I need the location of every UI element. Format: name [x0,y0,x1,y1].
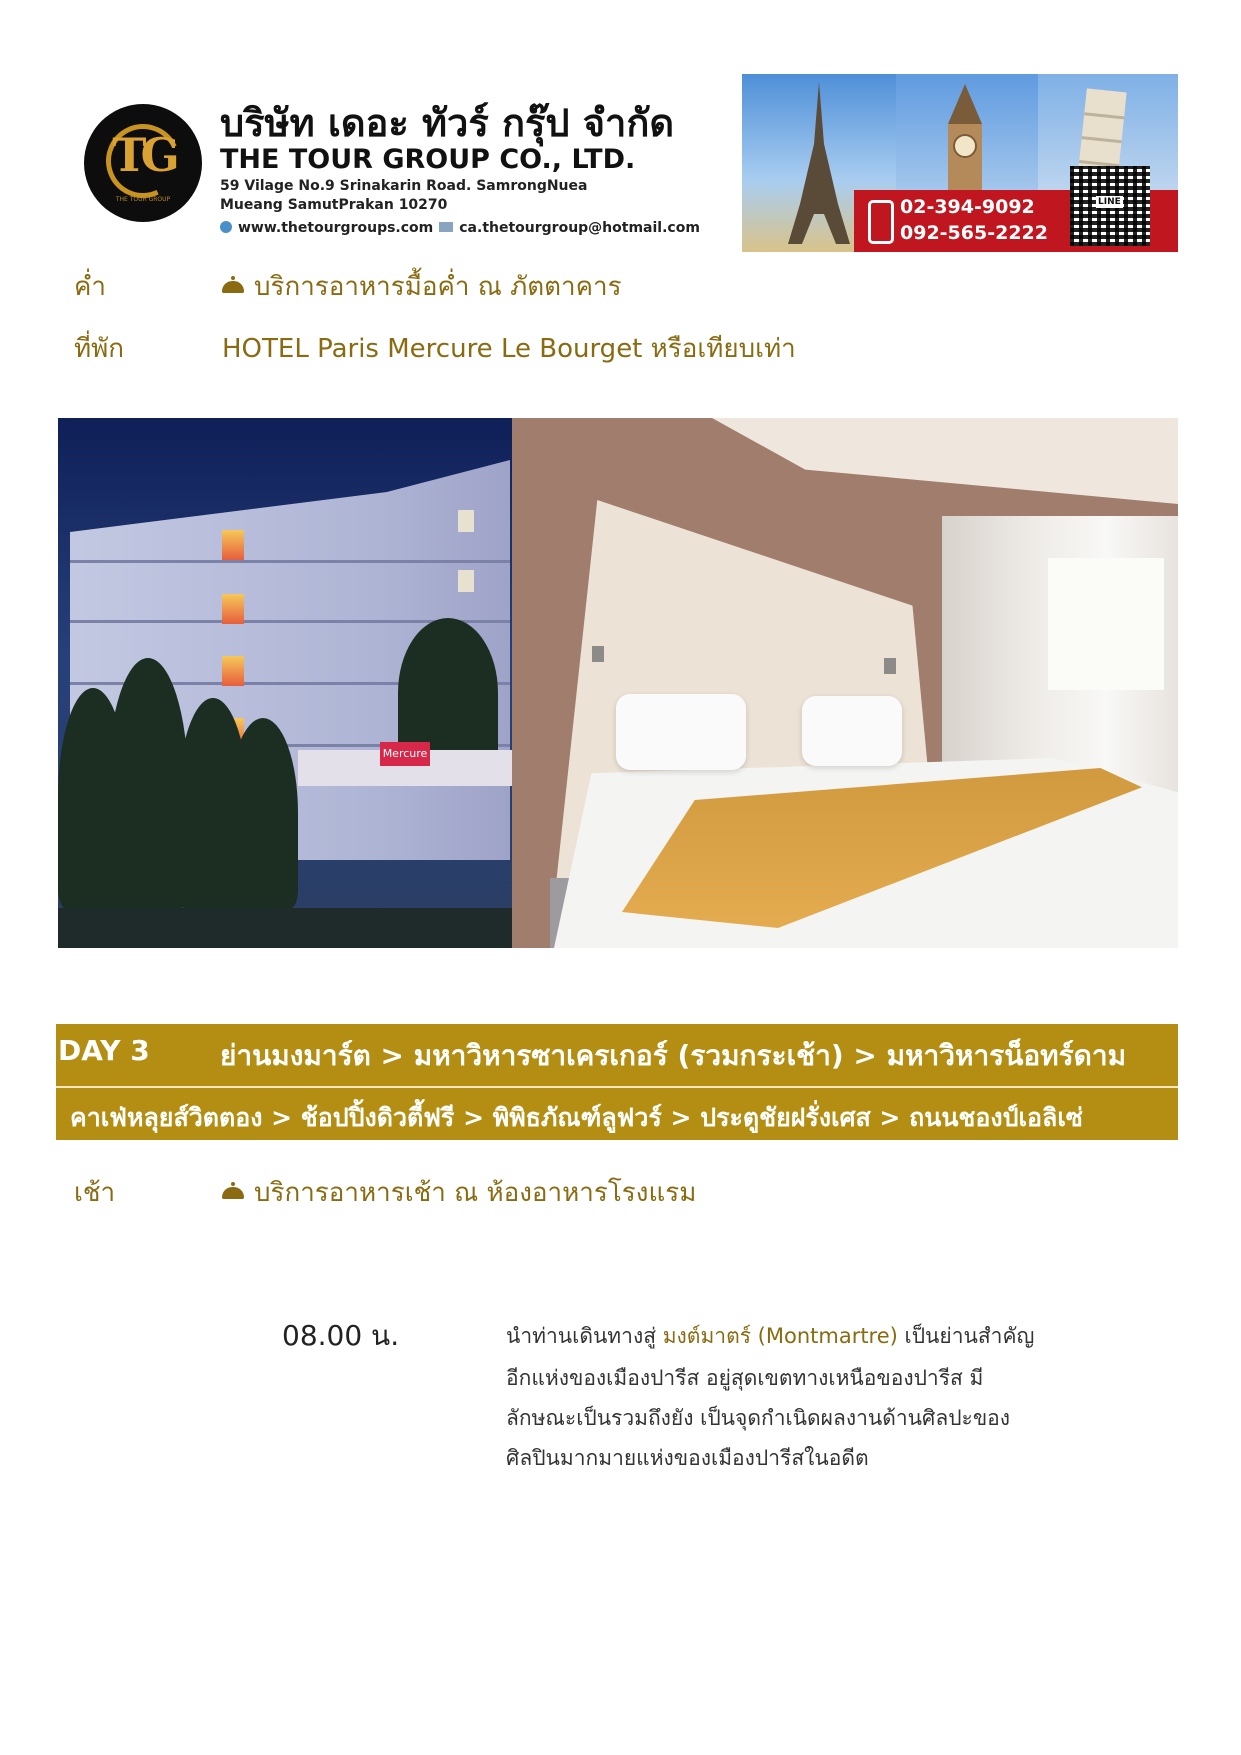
schedule-line-3: ลักษณะเป็นรวมถึงยัง เป็นจุดกำเนิดผลงานด้านศิลปะของ [506,1406,1011,1430]
company-name-thai: บริษัท เดอะ ทัวร์ กรุ๊ป จำกัด [220,101,675,145]
schedule-line-1 [506,1320,1034,1353]
day-route-line-1: ย่านมงมาร์ต > มหาวิหารซาเครเกอร์ (รวมกระเช้า) > มหาวิหารน็อทร์ดาม [220,1039,1127,1072]
hotel-text: HOTEL Paris Mercure Le Bourget หรือเทียบเท่า [222,334,796,364]
hotel-driveway [58,908,512,948]
schedule-line-1-start: นำท่านเดินทางสู่ [506,1324,663,1348]
address-line-1: 59 Vilage No.9 Srinakarin Road. SamrongNuea [220,178,588,194]
pillow [802,696,902,766]
address-line-2: Mueang SamutPrakan 10270 [220,197,448,213]
schedule-time: 08.00 น. [282,1319,400,1352]
email-icon [439,222,453,232]
logo-caption: THE TOUR GROUP [115,196,171,203]
hotel-room-photo [512,418,1178,948]
breakfast-text: บริการอาหารเช้า ณ ห้องอาหารโรงแรม [254,1178,697,1208]
contact-line [220,220,700,236]
hotel-exterior-photo [58,418,512,948]
dish-icon [222,1187,244,1199]
phone-icon [868,200,894,244]
day-route-line-2: คาเฟ่หลุยส์วิตตอง > ช้อปปิ้งดิวตี้ฟรี > พิพิธภัณฑ์ลูฟวร์ > ประตูชัยฝรั่งเศส > ถนนชองป์เอลิเซ่ [70,1103,1083,1132]
breakfast-info [222,1172,696,1213]
line-qr-code[interactable] [1070,166,1150,246]
day-itinerary-header [56,1024,1178,1140]
website-link[interactable]: www.thetourgroups.com [238,220,434,236]
logo-monogram: TG [112,128,174,182]
schedule-line-4: ศิลปินมากมายแห่งของเมืองปารีสในอดีต [506,1446,869,1470]
reading-lamp-right [884,658,896,674]
schedule-line-2: อีกแห่งของเมืองปารีส อยู่สุดเขตทางเหนือของปารีส มี [506,1366,984,1390]
dish-icon [222,281,244,293]
breakfast-label: เช้า [74,1178,116,1208]
reading-lamp-left [592,646,604,662]
company-logo [84,104,202,222]
hotel-sign: Mercure [380,742,430,766]
dinner-info [222,266,622,307]
contact-banner [742,74,1178,252]
montmartre-highlight: มงต์มาตร์ (Montmartre) [662,1324,898,1348]
day-label: DAY 3 [58,1034,150,1067]
pillow [616,694,746,770]
dinner-text: บริการอาหารมื้อค่ำ ณ ภัตตาคาร [254,272,622,302]
hotel-label: ที่พัก [74,334,125,364]
qr-label: LINE [1098,197,1121,207]
phone-number-2[interactable]: 092-565-2222 [900,222,1048,244]
schedule-line-1-end: เป็นย่านสำคัญ [897,1324,1035,1348]
email-link[interactable]: ca.thetourgroup@hotmail.com [459,220,700,236]
globe-icon [220,221,232,233]
phone-number-1[interactable]: 02-394-9092 [900,196,1035,218]
hotel-entrance-canopy [298,747,512,786]
company-name-english: THE TOUR GROUP CO., LTD. [220,144,636,175]
room-window [1048,558,1164,690]
dinner-label: ค่ำ [74,272,106,302]
